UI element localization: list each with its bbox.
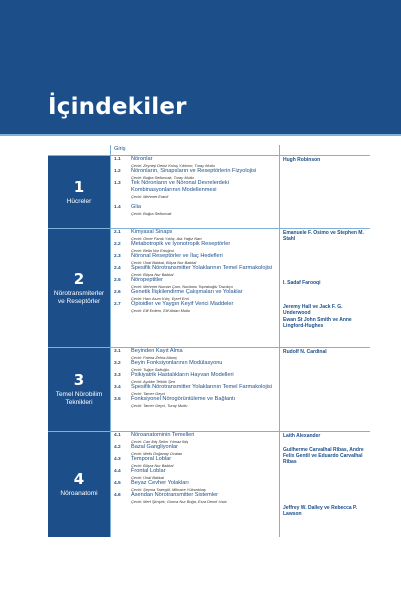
section-4-authors bbox=[279, 432, 370, 537]
chapter-number: 3.3 bbox=[114, 373, 121, 378]
chapter-entry[interactable] bbox=[111, 204, 279, 216]
chapter-author: Ewan St John Smith ve Anne Lingford-Hughes bbox=[283, 317, 352, 329]
chapter-entry[interactable] bbox=[111, 180, 279, 204]
chapter-entry[interactable] bbox=[111, 468, 279, 480]
chapter-translator: Çeviri: Tuğçe Saltoğlu bbox=[131, 367, 169, 372]
chapter-title: Nöropeptitler bbox=[131, 277, 164, 283]
chapter-translator: Çeviri: Ünal Bakkal bbox=[131, 475, 164, 480]
chapter-number: 2.1 bbox=[114, 230, 121, 235]
chapter-title: Psikiyatrik Hastalıkların Hayvan Modelleri bbox=[131, 372, 234, 378]
chapter-title: Spesifik Nörotransmitter Yolaklarının Temel Farmakolojisi bbox=[131, 265, 273, 271]
chapter-translator: Çeviri: Ünal Bakkal, Büşra Nur Bakkal bbox=[131, 260, 197, 265]
section-title: Nöroanatomi bbox=[60, 490, 98, 497]
chapter-number: 4.4 bbox=[114, 469, 121, 474]
chapter-entry[interactable] bbox=[111, 384, 279, 396]
chapter-title: Metabotropik ve İyonotropik Reseptörler bbox=[131, 241, 231, 247]
chapter-author: Jeremy Hall ve Jack F. G. Underwood bbox=[283, 304, 343, 316]
chapter-title: Nöroanatominin Temelleri bbox=[131, 432, 195, 438]
page-title: İçindekiler bbox=[48, 94, 187, 120]
toc-row-section-4 bbox=[48, 432, 370, 537]
chapter-number: 2.7 bbox=[114, 302, 121, 307]
chapter-number: 1.1 bbox=[114, 157, 121, 162]
chapter-title: Beyinden Kayıt Alma bbox=[131, 348, 183, 354]
section-3-chapters bbox=[110, 348, 279, 431]
chapter-author: Hugh Robinson bbox=[283, 157, 321, 163]
chapter-entry[interactable] bbox=[111, 444, 279, 456]
chapter-entry[interactable] bbox=[111, 492, 279, 504]
chapter-entry[interactable] bbox=[111, 301, 279, 313]
chapter-title: Tek Nöronların ve Nöronal Devrelerdeki Kombinasyonlarının Modellenmesi bbox=[131, 180, 229, 193]
chapter-number: 2.6 bbox=[114, 290, 121, 295]
chapter-entry[interactable] bbox=[111, 265, 279, 277]
chapter-number: 4.1 bbox=[114, 433, 121, 438]
section-number: 1 bbox=[73, 177, 85, 196]
chapter-number: 2.3 bbox=[114, 254, 121, 259]
chapter-number: 4.6 bbox=[114, 493, 121, 498]
intro-side-cell bbox=[48, 145, 110, 155]
chapter-author: Jeffrey W. Dalley ve Rebecca P. Lawson bbox=[283, 505, 358, 517]
chapter-title: Asendan Nörotransmitter Sistemler bbox=[131, 492, 219, 498]
chapter-translator: Çeviri: Aydıke Telkök Şen bbox=[131, 379, 176, 384]
chapter-translator: Çeviri: Hacı Asım Kılıç, Eyref Erol bbox=[131, 296, 189, 301]
chapter-translator: Çeviri: Şeyma Tazegül, Mihrace Yüksekbaş bbox=[131, 487, 206, 492]
chapter-title: Glia bbox=[131, 204, 141, 210]
section-number: 2 bbox=[73, 269, 85, 288]
chapter-entry[interactable] bbox=[111, 360, 279, 372]
section-title: Temel Nörobilim Teknikleri bbox=[55, 391, 103, 406]
chapter-number: 1.2 bbox=[114, 169, 121, 174]
chapter-entry[interactable] bbox=[111, 396, 279, 408]
chapter-translator: Çeviri: Can İbiş Selim Yılmaz İbiş bbox=[131, 439, 189, 444]
section-1-chapters bbox=[110, 156, 279, 228]
chapter-title: Opioidler ve Yaygın Keyif Verici Maddeler bbox=[131, 301, 234, 307]
section-title: Nörotransmiterler ve Reseptörler bbox=[53, 289, 105, 305]
chapter-translator: Çeviri: Zeynep Deniz Koluş Yıldırım, Turay Mutlu bbox=[131, 163, 215, 168]
chapter-entry[interactable] bbox=[111, 480, 279, 492]
chapter-title: Beyaz Cevher Yolakları bbox=[131, 480, 189, 486]
section-number: 4 bbox=[73, 470, 85, 488]
toc-row-section-2 bbox=[48, 229, 370, 348]
chapter-translator: Çeviri: Mert Şimşek, Gonca Nur Boğa, Esra Demir Usta bbox=[131, 499, 227, 504]
chapter-entry[interactable] bbox=[111, 289, 279, 301]
chapter-translator: Çeviri: Ömer Faruk Yıldız, Ata Yağız Nart bbox=[131, 236, 202, 241]
section-4-chapters bbox=[110, 432, 279, 537]
chapter-entry[interactable] bbox=[111, 156, 279, 168]
toc-row-intro bbox=[48, 145, 370, 156]
chapter-translator: Çeviri: Buğra Selluncak, Turay Mutlu bbox=[131, 175, 194, 180]
chapter-entry[interactable] bbox=[111, 168, 279, 180]
chapter-title: Temporal Loblar bbox=[131, 456, 172, 462]
chapter-title: Bazal Gangliyonlar bbox=[131, 444, 178, 450]
chapter-translator: Çeviri: Fatma Zehra Altunç bbox=[131, 355, 178, 360]
chapter-number: 3.5 bbox=[114, 397, 121, 402]
chapter-number: 2.5 bbox=[114, 278, 121, 283]
chapter-entry[interactable] bbox=[111, 456, 279, 468]
chapter-author: Rudolf N. Cardinal bbox=[283, 349, 327, 355]
chapter-translator: Çeviri: Mehmet Numan Çam, Nurbanu Toprakoğlu Tavukçu bbox=[131, 284, 233, 289]
chapter-entry[interactable] bbox=[111, 348, 279, 360]
chapter-translator: Çeviri: Büşra Nur Bakkal bbox=[131, 463, 174, 468]
chapter-title: Genetik İlişkilendirme Çalışmaları ve Yolaklar bbox=[131, 289, 243, 295]
section-3-side bbox=[48, 348, 110, 431]
chapter-number: 4.3 bbox=[114, 457, 121, 462]
chapter-number: 4.5 bbox=[114, 481, 121, 486]
intro-label[interactable]: Giriş bbox=[114, 146, 126, 152]
chapter-translator: Çeviri: Elif Erdem, Elif Aktan Mutlu bbox=[131, 308, 191, 313]
toc-row-section-1 bbox=[48, 156, 370, 229]
section-1-authors bbox=[279, 156, 370, 228]
chapter-entry[interactable] bbox=[111, 241, 279, 253]
section-4-side bbox=[48, 432, 110, 537]
chapter-title: Nöronlar bbox=[131, 156, 153, 162]
chapter-number: 3.1 bbox=[114, 349, 121, 354]
chapter-number: 2.2 bbox=[114, 242, 121, 247]
chapter-translator: Çeviri: Mehmet Eranil bbox=[131, 194, 169, 199]
section-title: Hücreler bbox=[66, 197, 92, 205]
chapter-number: 3.2 bbox=[114, 361, 121, 366]
chapter-title: Spesifik Nörotransmitter Yolaklarının Temel Farmakolojisi bbox=[131, 384, 273, 390]
section-2-authors bbox=[279, 229, 370, 347]
chapter-author: Guilherme Carvalhal Ribas, Andre Felix Gentil ve Eduardo Carvalhal Ribas bbox=[283, 447, 364, 465]
chapter-number: 4.2 bbox=[114, 445, 121, 450]
intro-author-cell bbox=[279, 145, 370, 155]
chapter-translator: Çeviri: Bella Nur Ertuğrul bbox=[131, 248, 174, 253]
chapter-title: Fonksiyonel Nörogörüntüleme ve Bağlantı bbox=[131, 396, 236, 402]
toc-row-section-3 bbox=[48, 348, 370, 432]
section-2-side bbox=[48, 229, 110, 347]
chapter-title: Nöronal Reseptörler ve İlaç Hedefleri bbox=[131, 253, 223, 259]
chapter-number: 3.4 bbox=[114, 385, 121, 390]
chapter-number: 1.3 bbox=[114, 181, 121, 186]
section-number: 3 bbox=[73, 371, 85, 389]
header-divider bbox=[0, 134, 401, 136]
chapter-entry[interactable] bbox=[111, 432, 279, 444]
chapter-author: I. Sadaf Farooqi bbox=[283, 280, 321, 286]
chapter-entry[interactable] bbox=[111, 277, 279, 289]
chapter-title: Nöronların, Sinapsların ve Reseptörlerin Fizyolojisi bbox=[131, 168, 257, 174]
toc-table bbox=[48, 145, 370, 537]
chapter-entry[interactable] bbox=[111, 372, 279, 384]
chapter-author: Emanuele F. Osimo ve Stephen M. Stahl bbox=[283, 230, 364, 242]
section-3-authors bbox=[279, 348, 370, 431]
intro-mid-cell bbox=[110, 145, 279, 155]
chapter-title: Frontal Loblar bbox=[131, 468, 166, 474]
chapter-translator: Çeviri: Melis Doğanay Ocalan bbox=[131, 451, 183, 456]
chapter-translator: Çeviri: Buğra Selluncak bbox=[131, 211, 172, 216]
chapter-title: Beyin Fonksiyonlarının Modülasyonu bbox=[131, 360, 223, 366]
chapter-entry[interactable] bbox=[111, 253, 279, 265]
chapter-number: 2.4 bbox=[114, 266, 121, 271]
chapter-entry[interactable] bbox=[111, 229, 279, 241]
section-1-side bbox=[48, 156, 110, 228]
chapter-translator: Çeviri: Büşra Nur Bakkal bbox=[131, 272, 174, 277]
chapter-title: Kimyasal Sinaps bbox=[131, 229, 173, 235]
section-2-chapters bbox=[110, 229, 279, 347]
chapter-translator: Çeviri: Tamer Geyci, Turay Mutlu bbox=[131, 403, 188, 408]
chapter-number: 1.4 bbox=[114, 205, 121, 210]
chapter-author: Laith Alexander bbox=[283, 433, 321, 439]
chapter-translator: Çeviri: Tamer Geyci bbox=[131, 391, 166, 396]
